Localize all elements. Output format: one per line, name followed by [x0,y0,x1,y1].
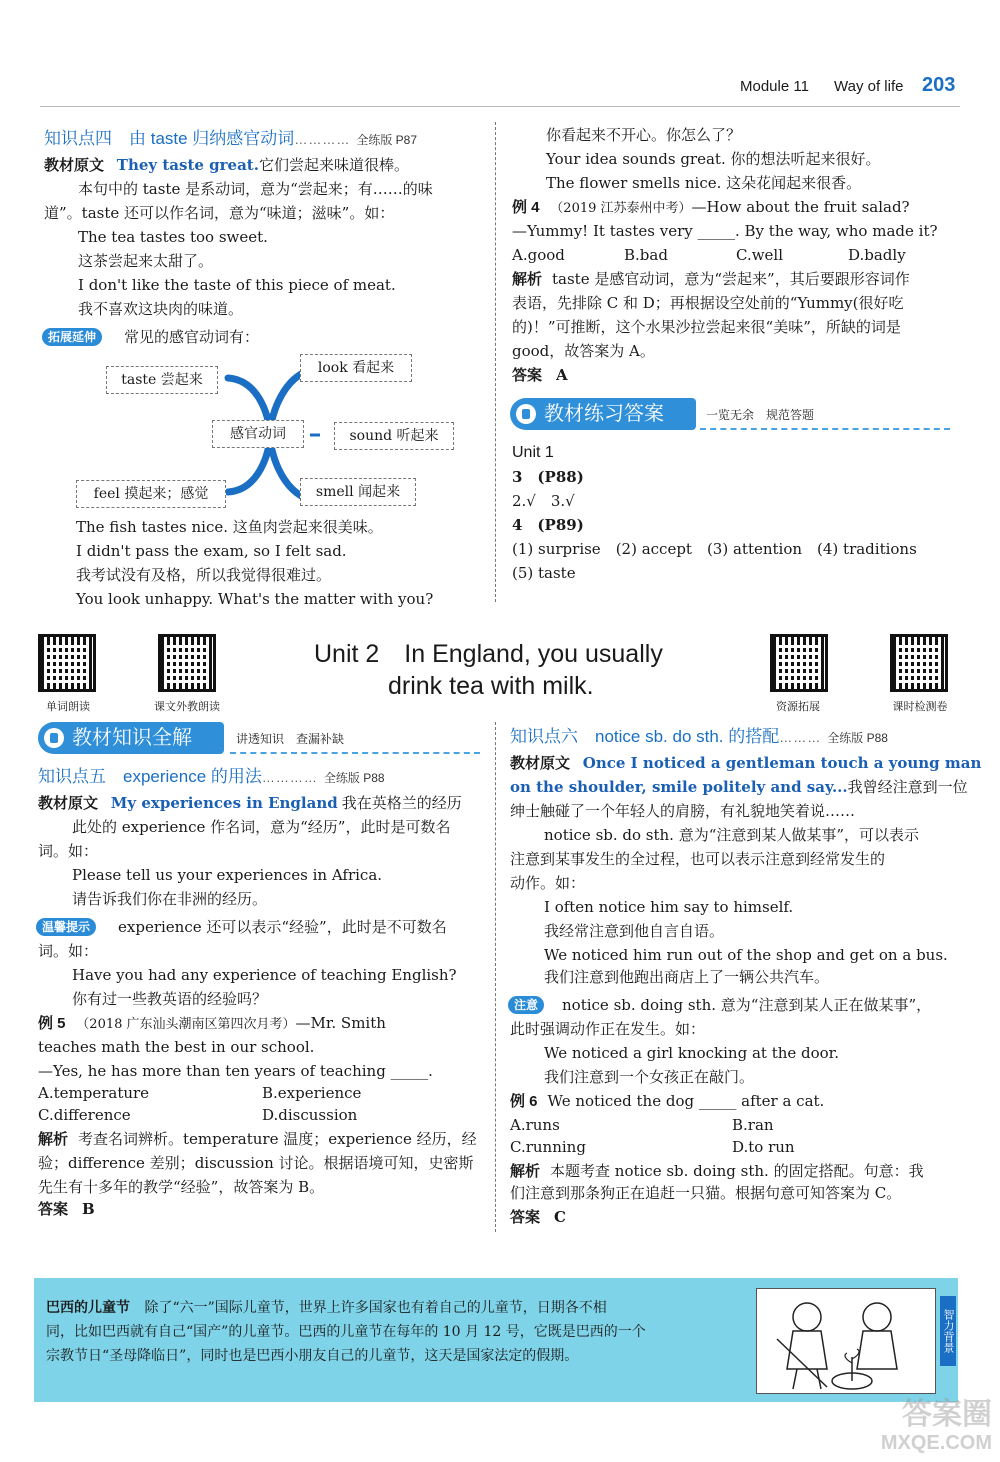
module-label: Module 11 [740,78,809,95]
example-5-header: 例 5 （2018 广东汕头潮南区第四次月考）—Mr. Smith [38,1014,386,1032]
kp4-original: 教材原文 They taste great.它们尝起来味道很棒。 [44,156,409,174]
example-4-answer: 答案 A [512,366,568,384]
page-number: 203 [922,74,956,96]
watermark-text-1: 答案圈 [902,1398,992,1431]
kp5-line-3: 请告诉我们你在非洲的经历。 [72,890,268,908]
example-6-opt-d: D.to run [732,1138,795,1156]
example-5-answer: 答案 B [38,1200,95,1218]
kp6-original-2: on the shoulder, smile politely and say...我曾经注意到一位 [510,778,968,796]
example-6-question: 例 6 We noticed the dog _____ after a cat. [510,1092,825,1110]
column-divider-bottom [495,722,496,1232]
kp4-line-5: 我不喜欢这块肉的味道。 [78,300,244,318]
example-6-answer: 答案 C [510,1208,566,1226]
kp5-tip-3: 你有过一些教英语的经验吗？ [72,990,268,1008]
example-5-analysis-2: 先生有十多年的教学“经验”，故答案为 B。 [38,1178,325,1196]
qr-code-resources[interactable] [770,634,828,692]
qr-code-lesson-test[interactable] [890,634,948,692]
example-6-opt-a: A.runs [510,1116,560,1134]
exercise-answers-banner: 教材练习答案 [510,398,696,430]
example-4-opt-b: B.bad [624,246,668,264]
footer-side-tag: 智力背景 [940,1296,956,1366]
knowledge-banner-rule [230,752,480,754]
exercise-banner-rule [700,428,950,430]
rt-line-1: Your idea sounds great. 你的想法听起来很好。 [546,150,881,168]
example-4-analysis-1: 表语，先排除 C 和 D；再根据设空处前的“Yummy(很好吃 [512,294,904,312]
kp5-original: 教材原文 My experiences in England 我在英格兰的经历 [38,794,462,812]
footer-illustration [756,1288,936,1394]
kp5-tip-2: Have you had any experience of teaching English? [72,966,457,984]
qr-code-text-reading[interactable] [158,634,216,692]
extension-tag: 拓展延伸 [42,328,102,346]
kp6-note-0: notice sb. doing sth. 意为“注意到某人正在做某事”， [562,996,932,1014]
mindmap-taste: taste 尝起来 [106,366,218,394]
footer-line-1: 除了“六一”国际儿童节，世界上许多国家也有着自己的儿童节，日期各不相 [144,1300,607,1316]
qr-label-resources: 资源拓展 [776,701,820,713]
microphone-icon [44,728,64,748]
watermark-text-2: MXQE.COM [880,1432,992,1454]
kp5-tip-1: 词。如： [38,942,99,960]
kp6-line-0: notice sb. do sth. 意为“注意到某人做某事”，可以表示 [544,826,920,844]
kp4-line-4: I don't like the taste of this piece of meat. [78,276,396,294]
page-header [0,74,1000,102]
kp5-line-0: 此处的 experience 作名词，意为“经历”，此时是可数名 [72,818,451,836]
example-5-opt-b: B.experience [262,1084,362,1102]
rt-line-2: The flower smells nice. 这朵花闻起来很香。 [546,174,862,192]
kp4-line-3: 这茶尝起来太甜了。 [78,252,214,270]
unit2-title-line1: Unit 2 In England, you usually [314,640,663,668]
watermark-logo [832,1398,992,1458]
example-5-opt-d: D.discussion [262,1106,358,1124]
column-divider-top [495,122,496,602]
footer-panel [34,1278,958,1402]
mindmap-smell: smell 闻起来 [300,478,416,506]
note-tag: 注意 [508,996,544,1014]
kp6-line-2: 动作。如： [510,874,586,892]
kp6-line-6: 我们注意到他跑出商店上了一辆公共汽车。 [544,968,830,986]
kp5-tip-0: experience 还可以表示“经验”，此时是不可数名 [118,918,447,936]
kp4-line-0: 本句中的 taste 是系动词，意为“尝起来；有……的味 [78,180,433,198]
qr-code-word-reading[interactable] [38,634,96,692]
header-rule [40,106,960,107]
example-4-opt-c: C.well [736,246,784,264]
kp5-line-1: 词。如： [38,842,99,860]
kp6-note-3: 我们注意到一个女孩正在敲门。 [544,1068,755,1086]
unit1-q4-answers-2: (5) taste [512,564,576,582]
kp5-title: 知识点五 experience 的用法………… 全练版 P88 [38,767,385,786]
example-4-analysis-2: 的)！”可推断，这个水果沙拉尝起来很“美味”，所缺的词是 [512,318,901,336]
exercise-answers-subtitle: 一览无余 规范答题 [706,408,815,422]
footer-title: 巴西的儿童节 [46,1300,130,1316]
kp6-line-5: We noticed him run out of the shop and get on a bus. [544,946,948,964]
kp6-line-3: I often notice him say to himself. [544,898,794,916]
footer-line-3: 宗教节日“圣母降临日”，同时也是巴西小朋友自己的儿童节，这天是国家法定的假期。 [46,1348,579,1364]
qr-label-word-reading: 单词朗读 [46,701,90,713]
kp4-after-1: I didn't pass the exam, so I felt sad. [76,542,347,560]
qr-label-lesson-test: 课时检测卷 [892,701,948,713]
kp6-note-1: 此时强调动作正在发生。如： [510,1020,706,1038]
unit2-title-line2: drink tea with milk. [388,672,594,700]
kp4-title: 知识点四 由 taste 归纳感官动词………… 全练版 P87 [44,129,417,148]
kp5-line-2: Please tell us your experiences in Africa. [72,866,383,884]
kp6-title: 知识点六 notice sb. do sth. 的搭配……… 全练版 P88 [510,727,888,746]
textbook-knowledge-subtitle: 讲透知识 查漏补缺 [236,732,345,746]
example-5-analysis-0: 解析 考查名词辨析。temperature 温度；experience 经历，经 [38,1130,477,1148]
footer-line-2: 同，比如巴西就有自己“国产”的儿童节。巴西的儿童节在每年的 10 月 12 号，它既是巴西的一个 [46,1324,646,1340]
unit1-q3: 3 (P88) [512,468,584,486]
example-5-analysis-1: 验；difference 差别；discussion 讨论。根据语境可知，史密斯 [38,1154,474,1172]
kp6-original-3: 绅士触碰了一个年轻人的肩膀，有礼貌地笑着说…… [510,802,856,820]
kp4-after-3: You look unhappy. What's the matter with you? [76,590,434,608]
mindmap-feel: feel 摸起来；感觉 [76,480,226,508]
qr-label-text-reading: 课文外教朗读 [154,701,220,713]
unit1-q4: 4 (P89) [512,516,584,534]
example-4-header: 例 4 （2019 江苏泰州中考）—How about the fruit salad? [512,198,910,216]
tip-tag: 温馨提示 [36,918,96,936]
unit1-q3-answers: 2.√ 3.√ [512,492,575,510]
example-4-analysis-3: good，故答案为 A。 [512,342,655,360]
example-4-analysis-0: 解析 taste 是感官动词，意为“尝起来”，其后要跟形容词作 [512,270,910,288]
example-6-analysis-1: 们注意到那条狗正在追赶一只猫。根据句意可知答案为 C。 [510,1184,902,1202]
mindmap-sound: sound 听起来 [334,422,454,450]
textbook-knowledge-banner: 教材知识全解 [38,722,224,754]
example-6-opt-b: B.ran [732,1116,774,1134]
example-6-analysis-0: 解析 本题考查 notice sb. doing sth. 的固定搭配。句意：我 [510,1162,924,1180]
mindmap-look: look 看起来 [300,354,412,382]
mindmap-center: 感官动词 [212,420,304,448]
footer-text-area [46,1296,746,1368]
kp6-note-2: We noticed a girl knocking at the door. [544,1044,839,1062]
kp6-line-4: 我经常注意到他自言自语。 [544,922,725,940]
unit1-q4-answers: (1) surprise (2) accept (3) attention (4) traditions [512,540,917,558]
kp4-line-1: 道”。taste 还可以作名词，意为“味道；滋味”。如： [44,204,395,222]
example-6-opt-c: C.running [510,1138,586,1156]
kp6-original-1: 教材原文 Once I noticed a gentleman touch a young man [510,754,982,772]
kp4-after-0: The fish tastes nice. 这鱼肉尝起来很美味。 [76,518,383,536]
example-4-opt-a: A.good [512,246,565,264]
unit1-label: Unit 1 [512,444,554,461]
extension-text: 常见的感官动词有： [124,328,260,346]
kp4-after-2: 我考试没有及格，所以我觉得很难过。 [76,566,332,584]
example-5-opt-c: C.difference [38,1106,131,1124]
example-5-opt-a: A.temperature [38,1084,150,1102]
example-5-q3: —Yes, he has more than ten years of teaching _____. [38,1062,433,1080]
example-5-q2: teaches math the best in our school. [38,1038,315,1056]
kp6-line-1: 注意到某事发生的全过程，也可以表示注意到经常发生的 [510,850,886,868]
example-4-question: —Yummy! It tastes very _____. By the way, who made it? [512,222,938,240]
rt-line-0: 你看起来不开心。你怎么了？ [546,126,742,144]
example-4-opt-d: D.badly [848,246,906,264]
microphone-icon [516,404,536,424]
kp4-line-2: The tea tastes too sweet. [78,228,268,246]
children-planting-illustration [757,1289,937,1395]
topic-label: Way of life [834,78,904,95]
